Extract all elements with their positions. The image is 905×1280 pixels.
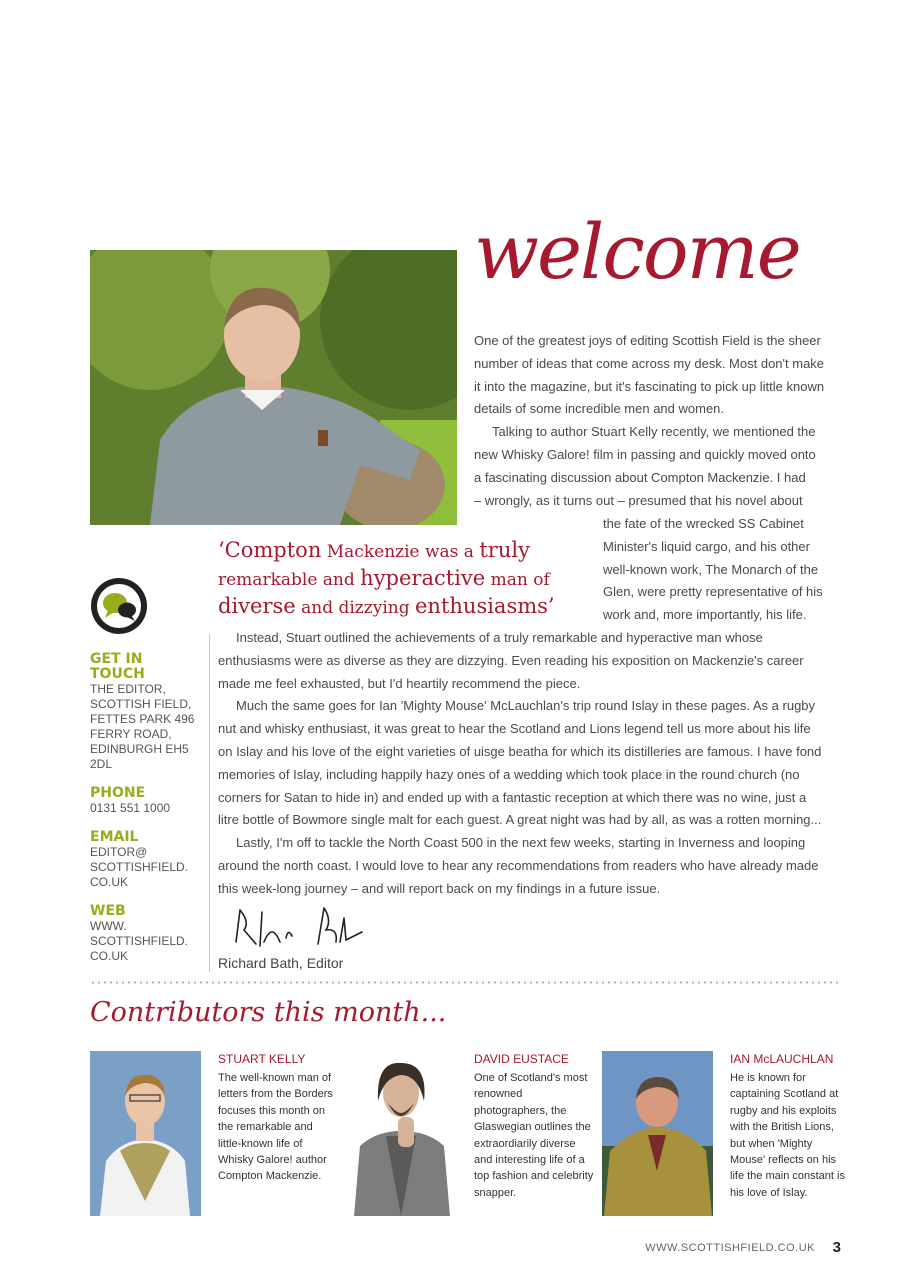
contributor-name: DAVID EUSTACE [474,1052,569,1066]
email-address[interactable]: EDITOR@ SCOTTISHFIELD. CO.UK [90,845,189,889]
narrow-column [603,513,853,627]
quote-word: hyperactive [360,566,486,590]
speech-bubble-icon [90,577,148,635]
main-body [218,627,843,901]
text-line: Instead, Stuart outlined the achievements of a truly remarkable and hyperactive man whose [236,630,763,645]
footer-url[interactable]: WWW.SCOTTISHFIELD.CO.UK [645,1242,815,1254]
intro-paragraph [474,330,854,512]
phone-number: 0131 551 1000 [90,801,171,815]
quote-text: Mackenzie was a [321,542,480,562]
text-line: Lastly, I'm off to tackle the North Coast 500 in the next few weeks, starting in Inverness and looping [236,835,806,851]
contributors-title: Contributors this month... [90,997,447,1028]
text-line: One of the greatest joys of editing Scottish Field is the sheer [474,333,821,348]
text-line: this week-long journey – and will report back on my findings in a future issue. [218,880,661,896]
contributor-photo [90,1051,201,1216]
email-heading: EMAIL [90,829,139,845]
contributor-bio: One of Scotland's most renowned photographers, the Glaswegian outlines the extraordiarily diverse and interesting life of a top fashion and celebrity snapper. [474,1072,594,1199]
text-line: litre bottle of Bowmore single malt for each guest. A great night was had by all, as was a rotten morning... [218,812,822,828]
text-line: it into the magazine, but it's fascinating to pick up little known [474,378,825,394]
contact-sidebar [90,652,202,978]
text-line: details of some incredible men and women. [474,401,725,417]
signoff: Richard Bath, Editor [218,955,344,971]
text-line: memories of Islay, including happily hazy ones of a wedding which took place in the round church (no [218,766,800,782]
text-line: on Islay and his love of the eight varieties of uisge beatha for which its distilleries are famous. I have fond [218,743,822,759]
address-text: THE EDITOR, SCOTTISH FIELD, FETTES PARK 496 FERRY ROAD, EDINBURGH EH5 2DL [90,682,195,771]
text-line: enthusiasms were as diverse as they are dizzying. Even reading his exposition on Mackenzie's career [218,652,804,668]
quote-word: diverse [218,594,296,618]
text-line: well-known work, The Monarch of the [603,561,819,577]
pull-quote [218,537,568,621]
get-in-touch-heading: GET IN TOUCH [90,651,145,682]
dotted-divider [90,981,842,984]
text-line: a fascinating discussion about Compton Mackenzie. I had [474,469,806,485]
contributor-name: STUART KELLY [218,1052,306,1066]
column-divider [209,634,210,972]
editor-photo [90,250,457,525]
text-line: – wrongly, as it turns out – presumed that his novel about [474,492,803,508]
text-line: nut and whisky enthusiast, it was great to hear the Scotland and Lions legend tell us more about his life [218,721,811,737]
quote-text: and dizzying [295,598,415,618]
quote-text: remarkable and [218,570,361,590]
contributor-bio: He is known for captaining Scotland at rugby and his exploits with the British Lions, but when 'Mighty Mouse' reflects on his life the main constant is his love of Islay. [730,1072,845,1199]
text-line: Glen, were pretty representative of his [603,584,823,600]
text-line: number of ideas that come across my desk. Most don't make [474,355,825,371]
text-line: around the north coast. I would love to hear any recommendations from readers who have already made [218,857,819,873]
signature [228,902,368,952]
text-line: made me feel exhausted, but I'd heartily recommend the piece. [218,675,581,691]
quote-word: enthusiasms’ [415,594,555,618]
web-address[interactable]: WWW. SCOTTISHFIELD. CO.UK [90,919,189,963]
quote-word: truly [479,538,530,562]
contributor-photo [346,1051,457,1216]
phone-heading: PHONE [90,785,146,801]
web-heading: WEB [90,903,126,919]
quote-word: ‘Compton [218,538,322,562]
contributor-photo [602,1051,713,1216]
contributor-bio: The well-known man of letters from the Borders focuses this month on the remarkable and little-known life of Whisky Galore! author Compton Mackenzie. [218,1072,333,1183]
quote-text: man of [485,570,550,590]
text-line: corners for Satan to hide in) and ended up with a fantastic reception at which there was no wine, just a [218,789,807,805]
text-line: new Whisky Galore! film in passing and quickly moved onto [474,446,816,462]
contributor-name: IAN McLAUCHLAN [730,1052,834,1066]
page-number: 3 [832,1239,841,1256]
text-line: Talking to author Stuart Kelly recently, we mentioned the [492,424,816,440]
text-line: Minister's liquid cargo, and his other [603,538,810,554]
text-line: Much the same goes for Ian 'Mighty Mouse' McLauchlan's trip round Islay in these pages. As a rugby [236,698,816,714]
text-line: work and, more importantly, his life. [603,607,807,623]
page-title: welcome [474,207,800,296]
text-line: the fate of the wrecked SS Cabinet [603,516,804,531]
